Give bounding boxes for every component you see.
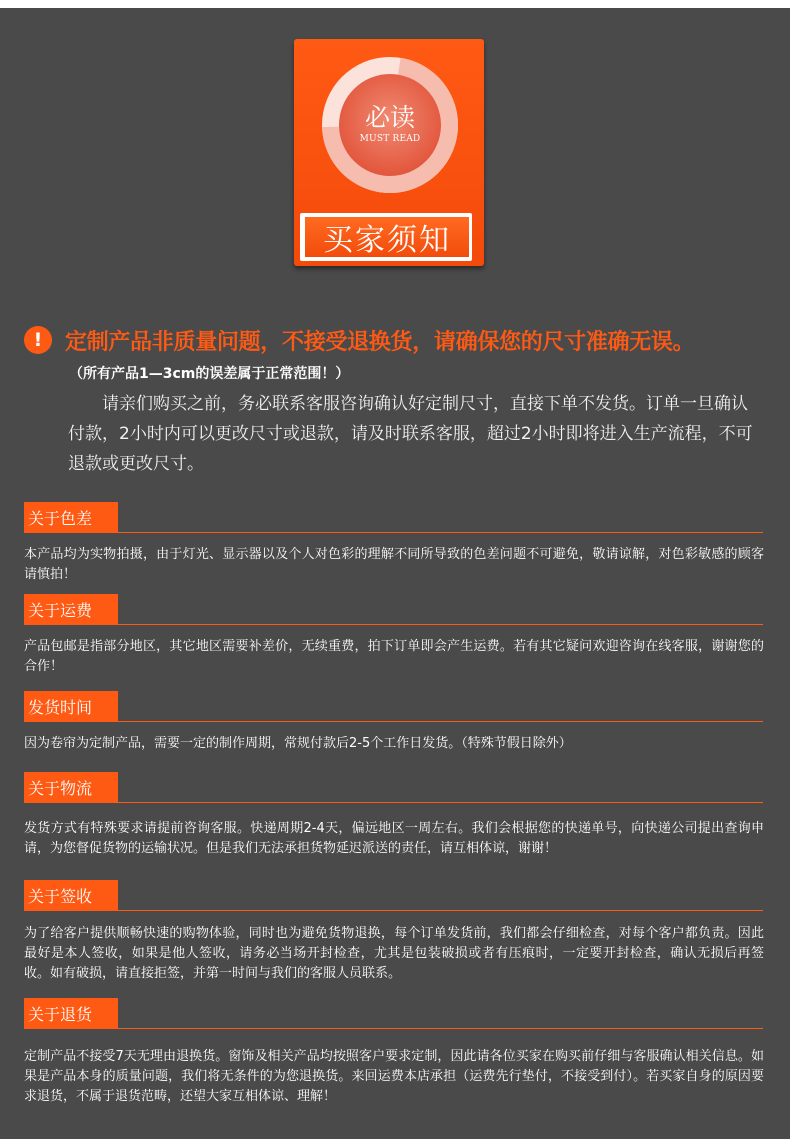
section-divider (118, 532, 763, 533)
section-divider (118, 910, 763, 911)
warning-note: （所有产品1—3cm的误差属于正常范围！） (69, 366, 350, 382)
exclamation-icon: ! (24, 326, 52, 354)
section-divider (118, 624, 763, 625)
section-divider (118, 1028, 763, 1029)
section-text: 为了给客户提供顺畅快速的购物体验，同时也为避免货物退换，每个订单发货前，我们都会仔细检查，对每个客户都负责。因此最好是本人签收，如果是他人签收，请务必当场开封检查，尤其是包装破损或者有压痕时，一定要开封检查，确认无损后再签收。如有破损，请直接拒签，并第一时间与我们的客服人员联系。 (24, 926, 764, 981)
badge-label: 买家须知 (305, 217, 469, 257)
must-read-badge (294, 39, 484, 266)
section-title: 关于物流 (24, 772, 118, 803)
section-divider (118, 802, 763, 803)
section-text: 本产品均为实物拍摄，由于灯光、显示器以及个人对色彩的理解不同所导致的色差问题不可避免，敬请谅解，对色彩敏感的顾客请慎拍！ (24, 547, 764, 582)
section-divider (118, 721, 763, 722)
section-title: 发货时间 (24, 691, 118, 722)
ring-text (320, 55, 460, 195)
badge-subtitle: MUST READ (359, 133, 421, 144)
badge-title: 必读 (364, 102, 415, 132)
section-title: 关于色差 (24, 502, 118, 533)
section-title: 关于签收 (24, 880, 118, 911)
section-text: 产品包邮是指部分地区，其它地区需要补差价，无续重费，拍下订单即会产生运费。若有其它疑问欢迎咨询在线客服，谢谢您的合作！ (24, 639, 764, 674)
section-text: 发货方式有特殊要求请提前咨询客服。快递周期2-4天，偏远地区一周左右。我们会根据您的快递单号，向快递公司提出查询申请，为您督促货物的运输状况。但是我们无法承担货物延迟派送的责任，请互相体谅，谢谢！ (24, 821, 764, 856)
warning-headline: 定制产品非质量问题，不接受退换货，请确保您的尺寸准确无误。 (65, 330, 695, 355)
section-title: 关于退货 (24, 998, 118, 1029)
section-text: 定制产品不接受7天无理由退换货。窗饰及相关产品均按照客户要求定制，因此请各位买家在购买前仔细与客服确认相关信息。如果是产品本身的质量问题，我们将无条件的为您退换货。来回运费本店承担（运费先行垫付，不接受到付）。若买家自身的原因要求退货，不属于退货范畴，还望大家互相体谅、理解！ (24, 1049, 764, 1104)
top-border (0, 0, 790, 8)
warning-body: 请亲们购买之前，务必联系客服咨询确认好定制尺寸，直接下单不发货。订单一旦确认付款，2小时内可以更改尺寸或退款，请及时联系客服，超过2小时即将进入生产流程，不可退款或更改尺寸。 (68, 394, 753, 474)
section-text: 因为卷帘为定制产品，需要一定的制作周期，常规付款后2-5个工作日发货。（特殊节假日除外） (24, 736, 572, 751)
section-title: 关于运费 (24, 594, 118, 625)
